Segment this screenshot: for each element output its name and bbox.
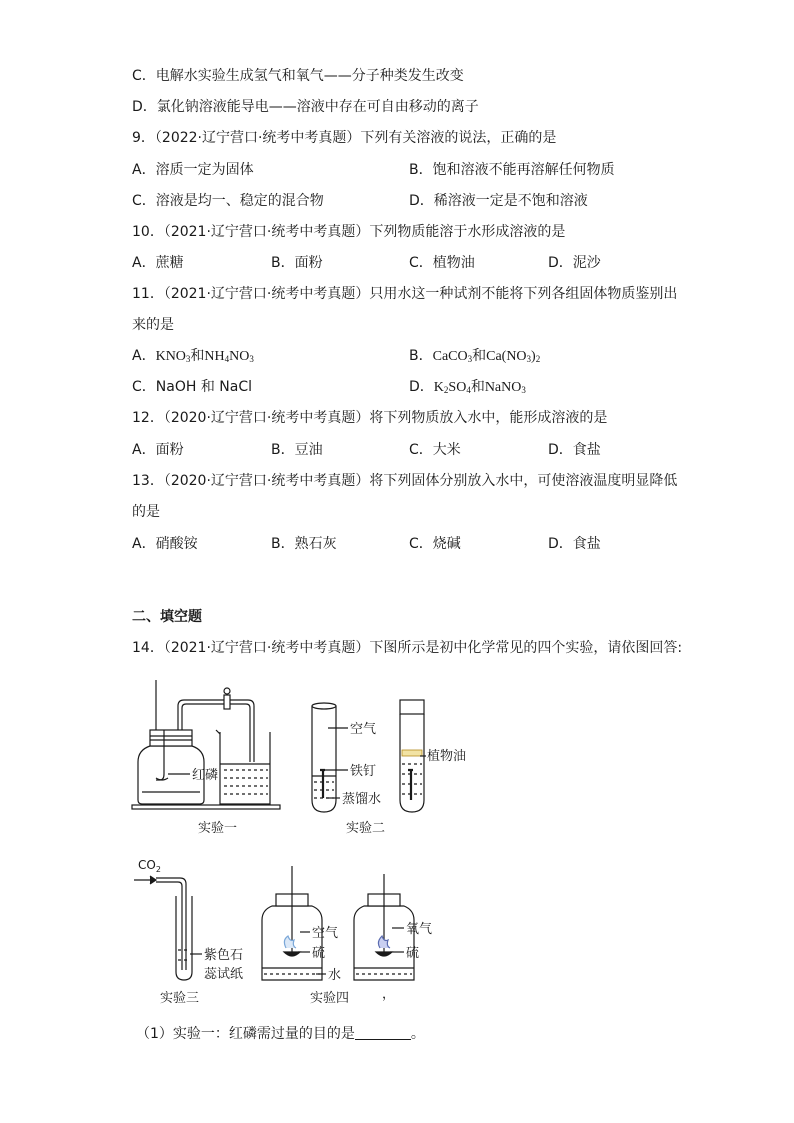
option-prefix: B．: [409, 348, 433, 364]
q12-option-c: C．大米: [409, 442, 461, 458]
option-c-line: C．电解水实验生成氢气和氧气——分子种类发生改变: [132, 68, 464, 84]
exp1-apparatus: [132, 680, 280, 809]
exp3-paper-label-2: 蕊试纸: [204, 967, 244, 982]
exp2-water-label: 蒸馏水: [342, 792, 382, 807]
exp4-oxygen-label: 氧气: [406, 922, 433, 937]
and-word: 和: [472, 348, 487, 364]
q11-option-c: C．NaOH 和 NaCl: [132, 379, 252, 395]
question-11-line2: 来的是: [132, 317, 174, 333]
q9-option-c: C．溶液是均一、稳定的混合物: [132, 193, 324, 209]
answer-blank[interactable]: [355, 1025, 411, 1040]
and-word: 和: [470, 379, 485, 395]
exp4-sulfur-label-2: 硫: [406, 946, 420, 961]
q10-option-c: C．植物油: [409, 255, 475, 271]
q14-part-1: [136, 1024, 425, 1044]
q11-option-a: [132, 346, 254, 367]
experiments-figure: [120, 670, 467, 1015]
question-11-line1: 11．（2021·辽宁营口·统考中考真题）只用水这一种试剂不能将下列各组固体物质鉴别出: [132, 286, 678, 302]
exp3-paper-label-1: 紫色石: [204, 948, 244, 963]
q11-option-b: [409, 346, 540, 367]
exp3-caption: 实验三: [160, 991, 200, 1006]
exp3-apparatus: [134, 876, 202, 980]
formula-kno3: $KNO_3$: [155, 349, 191, 364]
q10-option-d: D．泥沙: [548, 255, 601, 271]
formula-k2so4: $K_2SO_4$: [433, 380, 471, 395]
formula-caco3: CaCO$_3$: [432, 349, 473, 364]
q10-option-b: B．面粉: [271, 255, 323, 271]
and-word: 和: [190, 348, 205, 364]
q13-option-d: D．食盐: [548, 536, 601, 552]
q12-option-b: B．豆油: [271, 442, 323, 458]
exp3-gas-label: $CO_2$: [138, 858, 161, 874]
q13-option-c: C．烧碱: [409, 536, 461, 552]
exp1-phosphorus-label: 红磷: [192, 768, 219, 783]
question-14: 14．（2021·辽宁营口·统考中考真题）下图所示是初中化学常见的四个实验，请依图回答:: [132, 640, 683, 656]
q12-option-d: D．食盐: [548, 442, 601, 458]
q10-option-a: A．蔗糖: [132, 255, 184, 271]
exp4-air-label: 空气: [312, 926, 339, 941]
q9-option-b: B．饱和溶液不能再溶解任何物质: [409, 162, 615, 178]
q11-option-d: [409, 377, 526, 398]
q14-part-1-end: 。: [410, 1026, 425, 1042]
q9-option-a: A．溶质一定为固体: [132, 162, 254, 178]
q13-option-b: B．熟石灰: [271, 536, 337, 552]
question-13-line1: 13．（2020·辽宁营口·统考中考真题）将下列固体分别放入水中，可使溶液温度明显降低: [132, 473, 678, 489]
formula-cano32: $Ca(NO_3)_2$: [486, 349, 541, 364]
question-9: 9．（2022·辽宁营口·统考中考真题）下列有关溶液的说法，正确的是: [132, 130, 557, 146]
q13-option-a: A．硝酸铵: [132, 536, 198, 552]
section-heading: 二、填空题: [132, 609, 202, 625]
q12-option-a: A．面粉: [132, 442, 184, 458]
exp2-caption: 实验二: [346, 821, 386, 836]
q14-part-1-text: （1）实验一：红磷需过量的目的是: [136, 1026, 355, 1042]
q9-option-d: D．稀溶液一定是不饱和溶液: [409, 193, 588, 209]
exp4-sulfur-label-1: 硫: [312, 946, 326, 961]
option-prefix: D．: [409, 379, 434, 395]
exp4-apparatus: [262, 866, 414, 980]
exp2-air-label: 空气: [350, 722, 377, 737]
exp4-mark: ，: [382, 987, 396, 1002]
exp2-nail-label: 铁钉: [350, 764, 377, 779]
question-10: 10．（2021·辽宁营口·统考中考真题）下列物质能溶于水形成溶液的是: [132, 224, 566, 240]
exp4-water-label: 水: [328, 968, 342, 983]
formula-nh4no3: $NH_4NO_3$: [204, 349, 254, 364]
exp1-caption: 实验一: [198, 821, 238, 836]
option-d-line: D．氯化钠溶液能导电——溶液中存在可自由移动的离子: [132, 99, 479, 115]
option-prefix: A．: [132, 348, 156, 364]
exp4-caption: 实验四: [310, 991, 350, 1006]
question-13-line2: 的是: [132, 504, 160, 520]
exp2-oil-label: 植物油: [427, 749, 467, 764]
question-12: 12．（2020·辽宁营口·统考中考真题）将下列物质放入水中，能形成溶液的是: [132, 410, 608, 426]
formula-nano3: NaNO$_3$: [484, 380, 526, 395]
